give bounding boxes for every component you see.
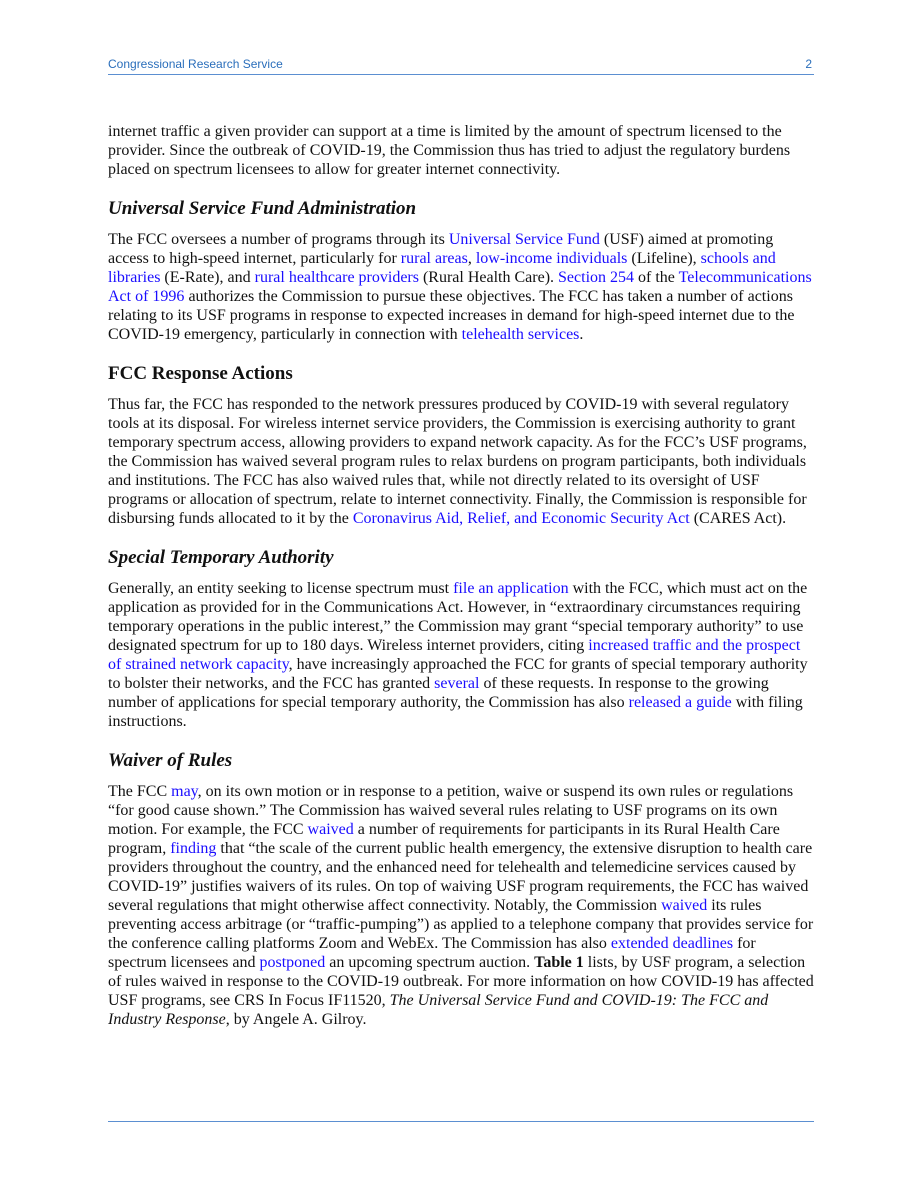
document-body bbox=[108, 122, 814, 1048]
link-increased-traffic[interactable]: increased traffic and the prospect of strained network capacity bbox=[108, 637, 801, 673]
link-universal-service-fund[interactable]: Universal Service Fund bbox=[448, 231, 600, 248]
report-title: The Universal Service Fund and COVID-19: The FCC and Industry Response bbox=[108, 992, 769, 1028]
link-may[interactable]: may bbox=[171, 783, 198, 800]
link-waived-access-arbitrage[interactable]: waived bbox=[661, 897, 708, 914]
heading-fcc-response-actions: FCC Response Actions bbox=[108, 363, 293, 384]
link-rural-areas[interactable]: rural areas bbox=[400, 250, 468, 267]
link-finding[interactable]: finding bbox=[170, 840, 217, 857]
link-section-254[interactable]: Section 254 bbox=[558, 269, 635, 286]
link-several[interactable]: several bbox=[434, 675, 480, 692]
link-schools-and-libraries[interactable]: schools and libraries bbox=[108, 250, 776, 286]
intro-paragraph: internet traffic a given provider can support at a time is limited by the amount of spectrum licensed to the provider. Since the outbreak of COVID-19, the Commission thus has tried to adjust the regulatory burdens placed on spectrum licensees to allow for greater internet connectivity. bbox=[108, 123, 791, 178]
link-waived-rural-health-care[interactable]: waived bbox=[307, 821, 354, 838]
heading-waiver-of-rules: Waiver of Rules bbox=[108, 750, 233, 771]
heading-special-temporary-authority: Special Temporary Authority bbox=[108, 547, 334, 568]
link-low-income-individuals[interactable]: low-income individuals bbox=[475, 250, 628, 267]
sta-paragraph: Generally, an entity seeking to license spectrum must file an application with the FCC, which must act on the application as provided for in the Communications Act. However, in “extraordinary circumstances requiring temporary operations in the public interest,” the Commission may grant “special temporary authority” to use designated spectrum for up to 180 days. Wireless internet providers, citing increased traffic and the prospect of strained network capacity, have increasingly approached the FCC for grants of special temporary authority to bolster their networks, and the FCC has granted several of these requests. In response to the growing number of applications for special temporary authority, the Commission has also released a guide with filing instructions. bbox=[108, 580, 808, 730]
link-postponed[interactable]: postponed bbox=[259, 954, 326, 971]
table-reference: Table 1 bbox=[534, 954, 584, 971]
header-organization: Congressional Research Service bbox=[108, 57, 283, 71]
link-extended-deadlines[interactable]: extended deadlines bbox=[610, 935, 734, 952]
footer-rule bbox=[108, 1121, 814, 1122]
header-rule bbox=[108, 74, 814, 75]
usf-paragraph: The FCC oversees a number of programs through its Universal Service Fund (USF) aimed at promoting access to high-speed internet, particularly for rural areas, low-income individuals (Lifeline), schools and libraries (E-Rate), and rural healthcare providers (Rural Health Care). Section 254 of the Telecommunications Act of 1996 authorizes the Commission to pursue these objectives. The FCC has taken a number of actions relating to its USF programs in response to expected increases in demand for high-speed internet due to the COVID-19 emergency, particularly in connection with telehealth services. bbox=[108, 231, 812, 343]
page-number: 2 bbox=[805, 57, 812, 71]
response-paragraph: Thus far, the FCC has responded to the network pressures produced by COVID-19 with several regulatory tools at its disposal. For wireless internet service providers, the Commission is exercising authority to grant temporary spectrum access, allowing providers to expand network capacity. As for the FCC’s USF programs, the Commission has waived several program rules to relax burdens on program participants, both individuals and institutions. The FCC has also waived rules that, while not directly related to its oversight of USF programs or allocation of spectrum, relate to internet connectivity. Finally, the Commission is responsible for disbursing funds allocated to it by the Coronavirus Aid, Relief, and Economic Security Act (CARES Act). bbox=[108, 396, 807, 527]
link-cares-act[interactable]: Coronavirus Aid, Relief, and Economic Security Act bbox=[352, 510, 690, 527]
link-rural-healthcare-providers[interactable]: rural healthcare providers bbox=[254, 269, 419, 286]
waiver-paragraph: The FCC may, on its own motion or in response to a petition, waive or suspend its own rules or regulations “for good cause shown.” The Commission has waived several rules relating to USF programs on its own motion. For example, the FCC waived a number of requirements for participants in its Rural Health Care program, finding that “the scale of the current public health emergency, the extensive disruption to health care providers throughout the country, and the enhanced need for telehealth and telemedicine services caused by COVID-19” justifies waivers of its rules. On top of waiving USF program requirements, the FCC has waived several regulations that might otherwise affect connectivity. Notably, the Commission waived its rules preventing access arbitrage (or “traffic-pumping”) as applied to a telephone company that provides service for the conference calling platforms Zoom and WebEx. The Commission has also extended deadlines for spectrum licensees and postponed an upcoming spectrum auction. Table 1 lists, by USF program, a selection of rules waived in response to the COVID-19 outbreak. For more information on how COVID-19 has affected USF programs, see CRS In Focus IF11520, The Universal Service Fund and COVID-19: The FCC and Industry Response, by Angele A. Gilroy. bbox=[108, 783, 814, 1028]
link-released-a-guide[interactable]: released a guide bbox=[628, 694, 732, 711]
link-telecommunications-act-1996[interactable]: Telecommunications Act of 1996 bbox=[108, 269, 812, 305]
link-telehealth-services[interactable]: telehealth services bbox=[461, 326, 580, 343]
heading-usf-administration: Universal Service Fund Administration bbox=[108, 198, 417, 219]
link-file-an-application[interactable]: file an application bbox=[453, 580, 569, 597]
